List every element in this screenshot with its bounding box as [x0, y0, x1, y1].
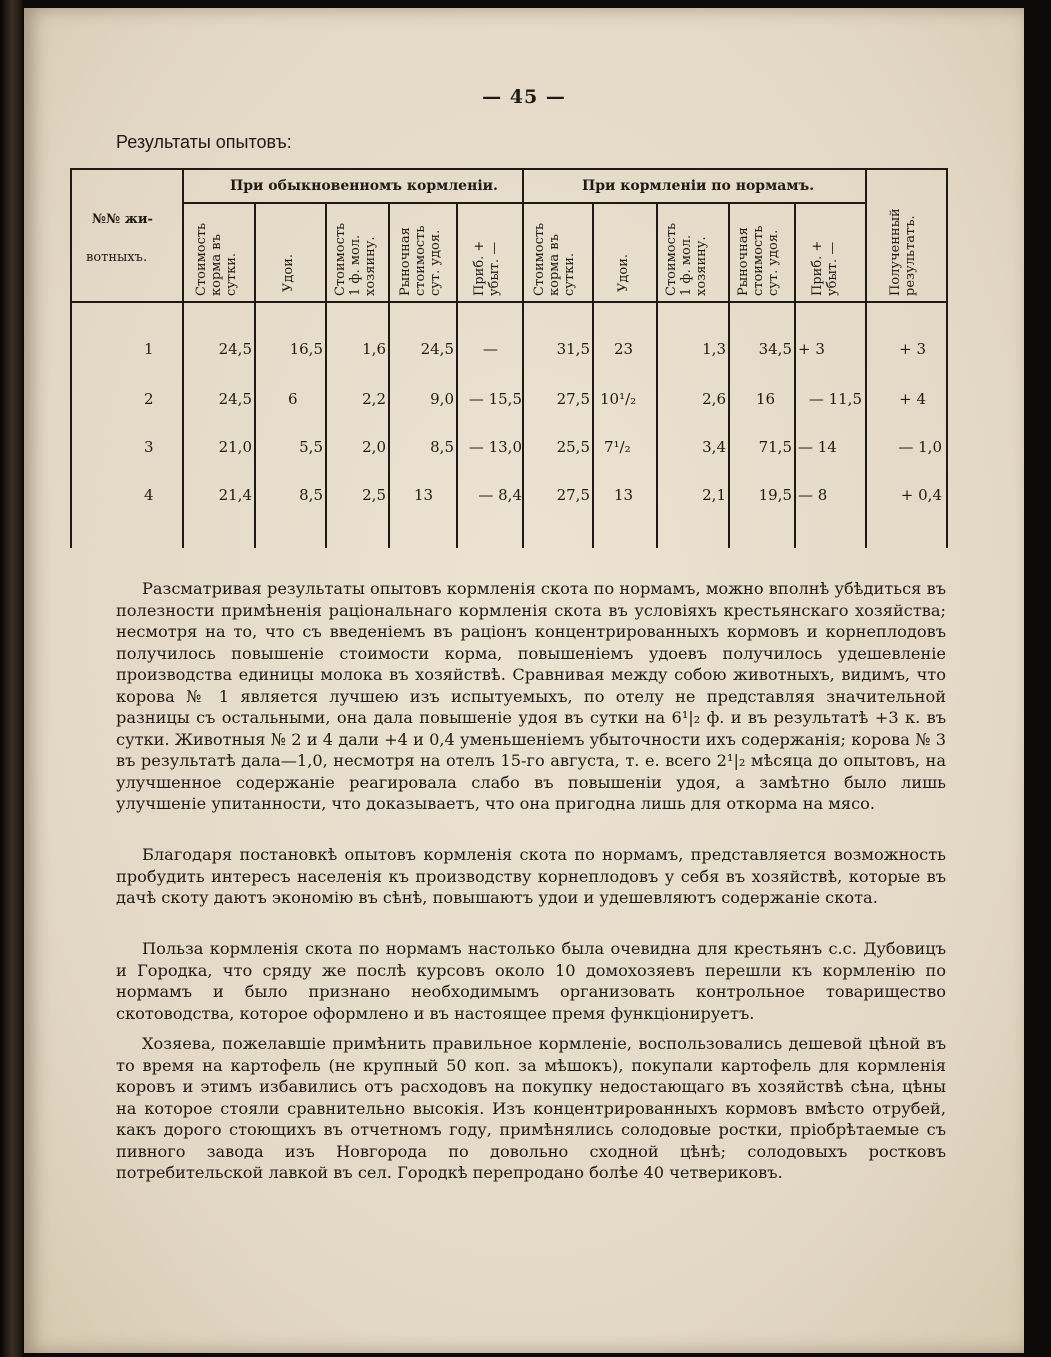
cell-profit: — 8,4 — [478, 486, 522, 504]
group-header-norms: При кормленіи по нормамъ. — [582, 178, 815, 194]
cell-cost-feed-norm: 27,5 — [556, 486, 590, 504]
col-rule — [592, 202, 594, 548]
cell-result: + 4 — [899, 390, 926, 408]
cell-animal-number: 3 — [144, 438, 154, 456]
cell-yield: 8,5 — [299, 486, 323, 504]
cell-yield: 6 — [288, 390, 298, 408]
cell-yield-norm: 7¹/₂ — [604, 438, 631, 456]
cell-result: + 0,4 — [900, 486, 942, 504]
animal-number-header: №№ жи- — [92, 212, 153, 227]
cell-market-norm: 19,5 — [758, 486, 792, 504]
cell-cost-milk-norm: 2,1 — [702, 486, 726, 504]
cell-cost-feed-norm: 27,5 — [556, 390, 590, 408]
col-header-profit: Приб. + убыт. — — [810, 240, 840, 296]
col-header-cost-milk: Стоимость 1 ф. мол. хозяину. — [664, 222, 709, 296]
cell-animal-number: 2 — [144, 390, 154, 408]
col-rule — [325, 202, 327, 548]
col-rule — [946, 168, 948, 548]
col-rule — [728, 202, 730, 548]
document-page — [24, 8, 1024, 1353]
cell-cost-milk: 1,6 — [362, 340, 386, 358]
cell-cost-feed: 24,5 — [218, 340, 252, 358]
cell-result: + 3 — [899, 340, 926, 358]
col-rule — [388, 202, 390, 548]
paragraph: Благодаря постановкѣ опытовъ кормленія скота по нормамъ, представляется возможность пробудить интересъ населенія къ производству корнеплодовъ у себя въ хозяйствѣ, которые въ дачѣ скоту даютъ экономію въ сѣнѣ, повышаютъ удои и удешевляютъ содержаніе скота. — [116, 845, 946, 907]
col-header-yield: Удои. — [281, 253, 296, 292]
cell-yield-norm: 10¹/₂ — [600, 390, 637, 408]
cell-market: 8,5 — [430, 438, 454, 456]
col-rule — [522, 168, 524, 548]
cell-profit-norm: — 8 — [798, 486, 828, 504]
cell-cost-milk: 2,0 — [362, 438, 386, 456]
col-header-market: Рыночная стоимость сут. удоя. — [736, 225, 781, 296]
cell-cost-milk-norm: 1,3 — [702, 340, 726, 358]
col-header-cost-feed: Стоимость корма въ сутки. — [532, 222, 577, 296]
col-rule — [456, 202, 458, 548]
cell-cost-milk: 2,5 — [362, 486, 386, 504]
table-top-rule — [70, 168, 948, 170]
cell-animal-number: 1 — [144, 340, 154, 358]
cell-market-norm: 71,5 — [758, 438, 792, 456]
cell-animal-number: 4 — [144, 486, 154, 504]
col-rule — [254, 202, 256, 548]
col-rule — [865, 168, 867, 548]
cell-profit-norm: — 14 — [798, 438, 837, 456]
header-bottom-rule — [70, 301, 948, 303]
cell-profit: — — [483, 340, 498, 358]
col-header-result: Полученный результатъ. — [888, 208, 918, 296]
col-header-market: Рыночная стоимость сут. удоя. — [398, 225, 443, 296]
col-header-cost-milk: Стоимость 1 ф. мол. хозяину. — [333, 222, 378, 296]
cell-yield-norm: 23 — [614, 340, 634, 358]
cell-market: 13 — [414, 486, 434, 504]
cell-yield: 5,5 — [299, 438, 323, 456]
col-header-yield: Удои. — [616, 253, 631, 292]
paragraph: Разсматривая результаты опытовъ кормленія скота по нормамъ, можно вполнѣ убѣдиться въ полезности примѣненія раціональнаго кормленія скота въ условіяхъ крестьянскаго хозяйства; несмотря на то, что съ введеніемъ въ раціонъ концентрированныхъ кормовъ и корнеплодовъ получилось повышеніе стоимости корма, повышеніемъ удоевъ получилось удешевленіе производства единицы молока въ хозяйствѣ. Сравнивая между собою животныхъ, видимъ, что корова № 1 является лучшею изъ испытуемыхъ, по отелу не представляя значительной разницы съ остальными, она дала повышеніе удоя въ сутки на 6¹|₂ ф. и въ результатѣ +3 к. въ сутки. Животныя № 2 и 4 дали +4 и 0,4 уменьшеніемъ убыточности ихъ содержанія; корова № 3 въ результатѣ дала—1,0, несмотря на отелъ 15-го августа, т. е. всего 2¹|₂ мѣсяца до опытовъ, на улучшенное содержаніе реагировала слабо въ повышеніи удоя, а замѣтно было лишь улучшеніе упитанности, что доказываетъ, что она пригодна лишь для откорма на мясо. — [116, 579, 946, 813]
cell-market: 24,5 — [420, 340, 454, 358]
col-rule — [182, 168, 184, 548]
col-header-profit: Приб. + убыт. — — [472, 240, 502, 296]
book-spine — [0, 0, 22, 1357]
cell-cost-milk: 2,2 — [362, 390, 386, 408]
results-table — [70, 168, 948, 548]
paragraph: Хозяева, пожелавшіе примѣнить правильное кормленіе, воспользовались дешевой цѣной въ то время на картофель (не крупный 50 коп. за мѣшокъ), покупали картофель для кормленія коровъ и этимъ избавились отъ расходовъ на покупку недостающаго въ хозяйствѣ сѣна, цѣны на которое стояли сравнительно высокія. Изъ концентрированныхъ кормовъ вмѣсто отрубей, какъ дорого стоющихъ въ отчетномъ году, примѣнялись солодовые ростки, пріобрѣтаемые съ пивного завода изъ Новгорода по довольно сходной цѣнѣ; солодовыхъ ростковъ потребительской лавкой въ сел. Городкѣ перепродано болѣе 40 четвериковъ. — [116, 1034, 946, 1182]
cell-yield: 16,5 — [289, 340, 323, 358]
cell-result: — 1,0 — [898, 438, 942, 456]
cell-profit-norm: + 3 — [798, 340, 825, 358]
cell-market-norm: 16 — [756, 390, 776, 408]
col-header-cost-feed: Стоимость корма въ сутки. — [194, 222, 239, 296]
cell-yield-norm: 13 — [614, 486, 634, 504]
col-rule — [70, 168, 72, 548]
group-header-ordinary: При обыкновенномъ кормленіи. — [230, 178, 498, 194]
cell-cost-milk-norm: 3,4 — [702, 438, 726, 456]
cell-profit: — 13,0 — [468, 438, 522, 456]
cell-cost-milk-norm: 2,6 — [702, 390, 726, 408]
cell-market: 9,0 — [430, 390, 454, 408]
animal-number-header-2: вотныхъ. — [86, 250, 148, 265]
page-number: — 45 — — [482, 86, 566, 108]
table-caption: Результаты опытовъ: — [116, 132, 292, 152]
cell-cost-feed-norm: 31,5 — [556, 340, 590, 358]
cell-cost-feed: 24,5 — [218, 390, 252, 408]
cell-profit-norm: — 11,5 — [808, 390, 862, 408]
cell-market-norm: 34,5 — [758, 340, 792, 358]
cell-cost-feed: 21,0 — [218, 438, 252, 456]
cell-profit: — 15,5 — [468, 390, 522, 408]
paragraph: Польза кормленія скота по нормамъ настолько была очевидна для крестьянъ с.с. Дубовицъ и Городка, что сряду же послѣ курсовъ около 10 домохозяевъ перешли къ кормленію по нормамъ и было признано необходимымъ организовать контрольное товарищество скотоводства, которое оформлено и въ настоящее премя функціонируетъ. — [116, 939, 946, 1023]
col-rule — [794, 202, 796, 548]
cell-cost-feed-norm: 25,5 — [556, 438, 590, 456]
cell-cost-feed: 21,4 — [218, 486, 252, 504]
col-rule — [656, 202, 658, 548]
